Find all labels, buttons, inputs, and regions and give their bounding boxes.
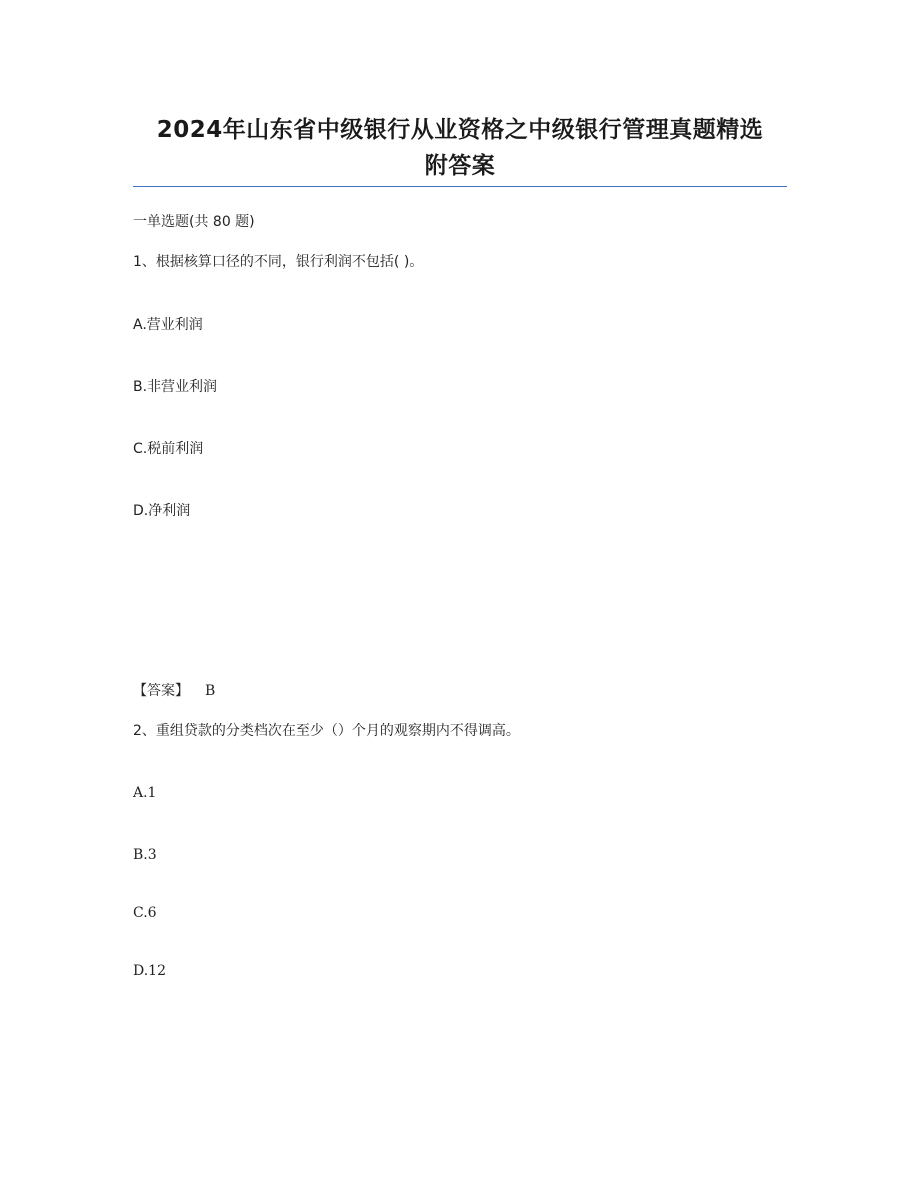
section-label: 一单选题(共 80 题) xyxy=(133,214,255,230)
question-1-option-d: D.净利润 xyxy=(133,503,191,519)
question-2-option-c: C.6 xyxy=(133,905,157,921)
document-title-line-1: 2024年山东省中级银行从业资格之中级银行管理真题精选 xyxy=(156,117,764,143)
document-title xyxy=(133,112,787,184)
question-2-option-b: B.3 xyxy=(133,847,157,863)
question-2-option-a: A.1 xyxy=(133,785,157,801)
title-divider xyxy=(133,186,787,187)
question-1-option-c: C.税前利润 xyxy=(133,441,204,457)
question-2-text: 2、重组贷款的分类档次在至少（）个月的观察期内不得调高。 xyxy=(133,723,520,739)
question-2-option-d: D.12 xyxy=(133,963,166,979)
answer-value: B xyxy=(205,683,216,699)
answer-label: 【答案】 xyxy=(133,683,189,699)
question-1-option-a: A.营业利润 xyxy=(133,317,203,333)
question-1-answer xyxy=(133,681,215,701)
question-1-text: 1、根据核算口径的不同，银行利润不包括( )。 xyxy=(133,254,424,270)
question-1-option-b: B.非营业利润 xyxy=(133,379,218,395)
document-title-line-2: 附答案 xyxy=(424,153,496,179)
